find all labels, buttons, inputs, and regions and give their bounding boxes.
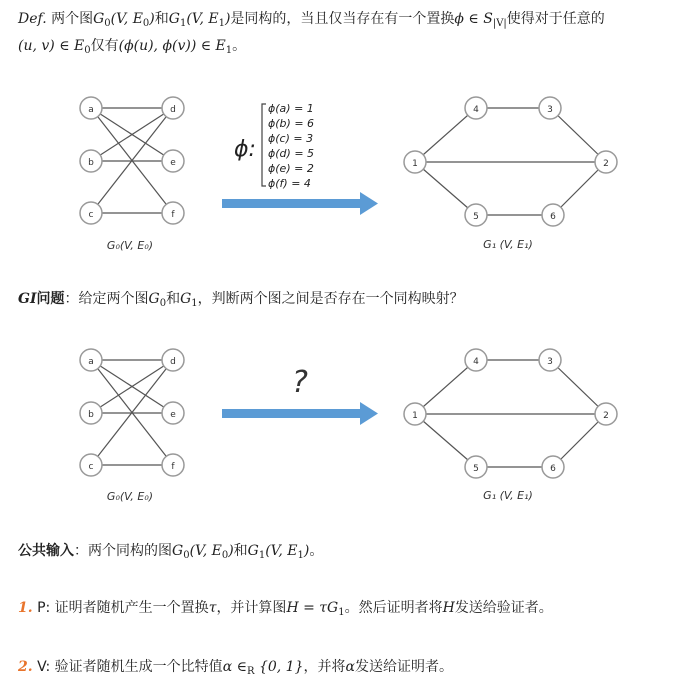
g1b-node-1 [404,403,426,425]
definition-paragraph: Def. 两个图$G_0(V$, $E_0$)和$G_1(V$, $E_1$)是同构的，当且仅当存在有一个置换ϕ ∈ $S_{|V|}$使得对于任意的 (u, v) ∈ $E_0$仅有(ϕ(u), ϕ(v)) ∈ $E_1$。 [18,11,605,56]
hexagon-graph-g1 [415,108,606,215]
mapping-e: ϕ(e) = 2 [268,162,314,175]
g0b-node-b [80,402,102,424]
mapping-a: ϕ(a) = 1 [268,102,314,115]
g1b-node-3 [539,349,561,371]
def-and: 和 [154,11,169,27]
phi-symbol: ϕ: [234,137,256,162]
gi-g0: $G_0$ [148,291,167,309]
g1-node-6 [542,204,564,226]
g1-node-1 [404,151,426,173]
g1-node-5 [465,204,487,226]
pi-g1: $G_1(V$, $E_1$) [247,543,310,561]
g0b-node-f [162,454,184,476]
svg-text:3: 3 [547,105,553,115]
mapping-f: ϕ(f) = 4 [268,177,311,190]
def-text-a: 两个图 [46,11,94,27]
g0b-node-a [80,349,102,371]
g0b-node-e [162,402,184,424]
svg-text:b: b [88,158,94,168]
g1b-node-2 [595,403,617,425]
g1b-node-4 [465,349,487,371]
g0-node-c [80,202,102,224]
g1b-node-6 [542,456,564,478]
svg-text:c: c [88,210,94,220]
g1-node-3 [539,97,561,119]
step-2-alpha2: α [345,659,355,675]
gi-g1: $G_1$ [180,291,198,309]
svg-text:5: 5 [473,464,479,474]
step-2-number: 2. [18,659,33,675]
g0b-node-c [80,454,102,476]
mapping-list [268,102,314,190]
def-phi-in: ϕ ∈ $S_{|V|}$ [454,11,507,29]
g0b-node-d [162,349,184,371]
g0-node-d [162,97,184,119]
public-input-label: 公共输入 [18,543,74,559]
g1-caption: G₁ (V, E₁) [483,238,533,251]
blue-arrow-2 [222,402,378,425]
g1-node-4 [465,97,487,119]
mapping-brace [262,104,266,186]
g0-node-e [162,150,184,172]
svg-text:e: e [170,410,176,420]
def-image-condition: (ϕ(u), ϕ(v)) ∈ $E_1$ [118,38,233,56]
blue-arrow [222,192,378,215]
bipartite-graph-g0 [91,108,173,213]
step-1-h2: H [442,600,455,616]
step-2-paragraph: 2. V: 验证者随机生成一个比特值α $\in_R$ {0, 1}，并将α发送给证明者。 [18,659,453,677]
def-text-b: 是同构的，当且仅当存在有一个置换 [230,11,455,27]
svg-text:b: b [88,410,94,420]
def-label: Def. [18,11,47,27]
svg-text:6: 6 [550,212,556,222]
svg-text:2: 2 [603,159,609,169]
pi-g0: $G_0(V$, $E_0$) [172,543,234,561]
hexagon-graph-g1-2 [415,360,606,467]
mapping-c: ϕ(c) = 3 [268,132,314,145]
g1-node-2 [595,151,617,173]
def-edge-condition: (u, v) ∈ $E_0$ [18,38,91,56]
svg-text:f: f [171,210,175,220]
gi-title: 问题 [36,291,65,307]
g0-caption: G₀(V, E₀) [106,239,154,252]
svg-text:6: 6 [550,464,556,474]
bipartite-graph-g0-2 [91,360,173,465]
def-g0: $G_0(V$, $E_0$) [93,11,155,29]
mapping-b: ϕ(b) = 6 [268,117,315,130]
gi-problem-paragraph: GI问题：给定两个图$G_0$和$G_1$，判断两个图之间是否存在一个同构映射？ [18,291,464,309]
g0-node-f [162,202,184,224]
figure-isomorphism-mapping [0,80,680,260]
svg-text:d: d [170,357,176,367]
question-mark: ? [292,365,308,400]
step-1-h: $H = \tau G_1$ [286,600,345,618]
svg-text:1: 1 [412,159,418,169]
svg-text:4: 4 [473,105,479,115]
svg-text:2: 2 [603,411,609,421]
def-g1: $G_1(V$, $E_1$) [168,11,231,29]
figure-gi-question [0,332,680,512]
svg-text:1: 1 [412,411,418,421]
mapping-d: ϕ(d) = 5 [268,147,315,160]
svg-text:a: a [88,105,94,115]
svg-text:5: 5 [473,212,479,222]
gi-title-math: GI [18,291,37,307]
g0-node-b [80,150,102,172]
g1b-caption: G₁ (V, E₁) [483,489,533,502]
svg-text:f: f [171,462,175,472]
g0-node-a [80,97,102,119]
def-text-c: 使得对于任意的 [506,11,605,27]
step-1-number: 1. [18,600,33,616]
svg-text:4: 4 [473,357,479,367]
svg-text:c: c [88,462,94,472]
def-only: 仅有 [90,38,119,54]
g1b-node-5 [465,456,487,478]
step-1-paragraph: 1. P: 证明者随机产生一个置换τ，并计算图$H = \tau G_1$。然后证明者将H发送给验证者。 [18,600,553,618]
svg-text:d: d [170,105,176,115]
step-2-alpha: α $\in_R$ {0, 1} [222,659,304,677]
step-1-perm: τ [208,600,217,616]
svg-text:a: a [88,357,94,367]
svg-text:3: 3 [547,357,553,367]
g0b-caption: G₀(V, E₀) [106,490,154,503]
svg-text:e: e [170,158,176,168]
public-input-paragraph: 公共输入：两个同构的图$G_0(V$, $E_0$)和$G_1(V$, $E_1$)。 [18,543,324,561]
